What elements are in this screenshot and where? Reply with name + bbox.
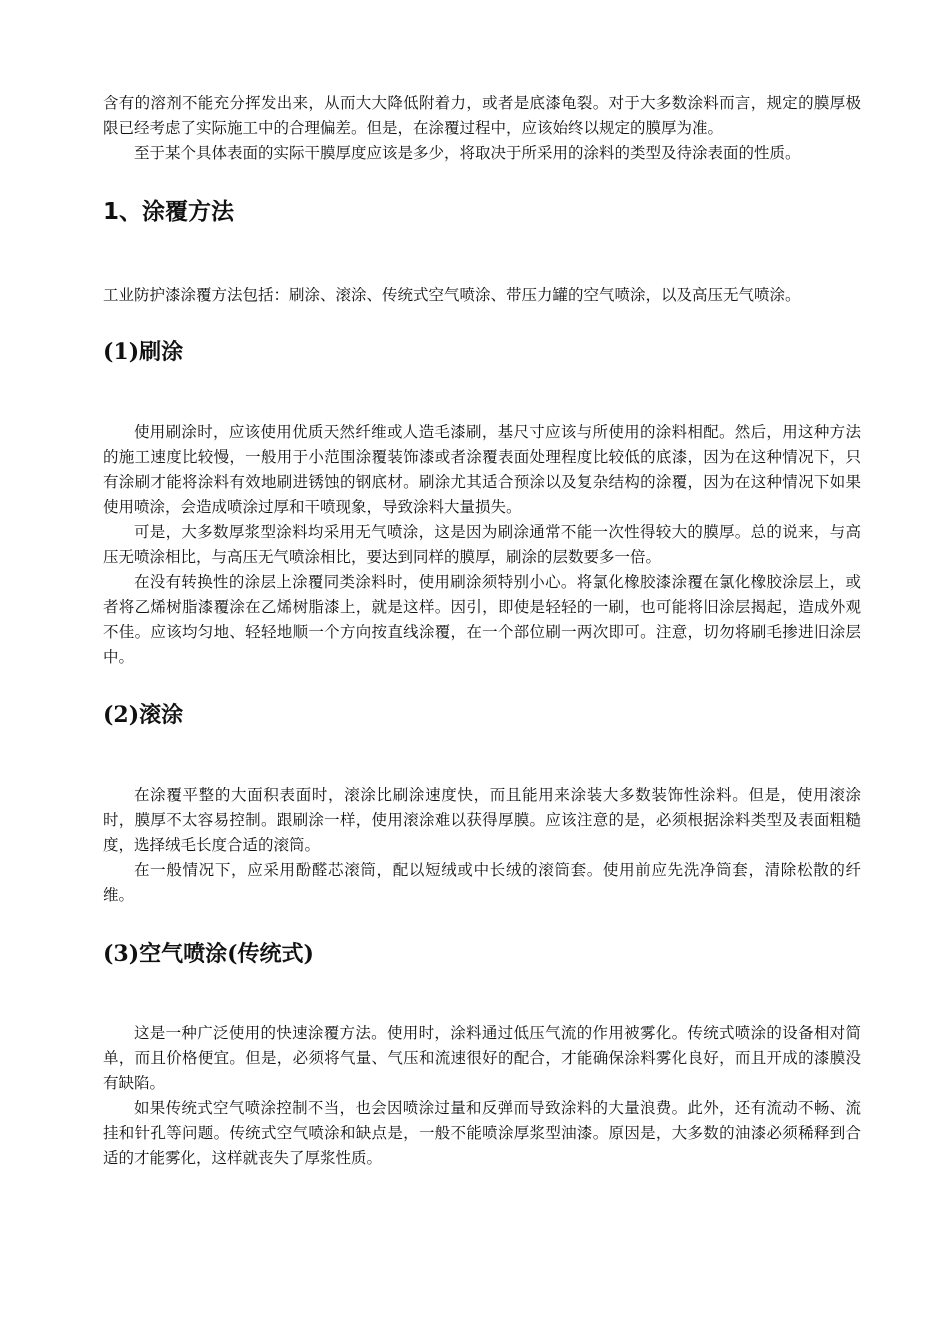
paragraph-brush-2: 可是，大多数厚浆型涂料均采用无气喷涂，这是因为刷涂通常不能一次性得较大的膜厚。总的说来，与高压无喷涂相比，与高压无气喷涂相比，要达到同样的膜厚，刷涂的层数要多一倍。 (103, 523, 861, 566)
paragraph-film-thickness: 至于某个具体表面的实际干膜厚度应该是多少，将取决于所采用的涂料的类型及待涂表面的性质。 (134, 144, 801, 162)
paragraph-air-2: 如果传统式空气喷涂控制不当，也会因喷涂过量和反弹而导致涂料的大量浪费。此外，还有流动不畅、流挂和针孔等问题。传统式空气喷涂和缺点是，一般不能喷涂厚浆型油漆。原因是，大多数的油漆必须稀释到合适的才能雾化，这样就丧失了厚浆性质。 (103, 1099, 861, 1167)
paragraph-air-1: 这是一种广泛使用的快速涂覆方法。使用时，涂料通过低压气流的作用被雾化。传统式喷涂的设备相对简单，而且价格便宜。但是，必须将气量、气压和流速很好的配合，才能确保涂料雾化良好，而且开成的漆膜没有缺陷。 (103, 1024, 861, 1092)
paragraph-methods-intro: 工业防护漆涂覆方法包括：刷涂、滚涂、传统式空气喷涂、带压力罐的空气喷涂，以及高压无气喷涂。 (103, 286, 801, 304)
subheading-brush: (1)刷涂 (103, 339, 184, 365)
subheading-air-spray: (3)空气喷涂(传统式) (103, 941, 314, 967)
paragraph-roll-1: 在涂覆平整的大面积表面时，滚涂比刷涂速度快，而且能用来涂装大多数装饰性涂料。但是，使用滚涂时，膜厚不太容易控制。跟刷涂一样，使用滚涂难以获得厚膜。应该注意的是，必须根据涂料类型及表面粗糙度，选择绒毛长度合适的滚筒。 (103, 786, 861, 854)
paragraph-brush-3: 在没有转换性的涂层上涂覆同类涂料时，使用刷涂须特别小心。将氯化橡胶漆涂覆在氯化橡胶涂层上，或者将乙烯树脂漆覆涂在乙烯树脂漆上，就是这样。因引，即使是轻轻的一刷，也可能将旧涂层揭起，造成外观不佳。应该均匀地、轻轻地顺一个方向按直线涂覆，在一个部位刷一两次即可。注意，切勿将刷毛掺进旧涂层中。 (103, 573, 861, 666)
paragraph-brush-1: 使用刷涂时，应该使用优质天然纤维或人造毛漆刷，基尺寸应该与所使用的涂料相配。然后，用这种方法的施工速度比较慢，一般用于小范围涂覆装饰漆或者涂覆表面处理程度比较低的底漆，因为在这种情况下，只有涂刷才能将涂料有效地刷进锈蚀的钢底材。刷涂尤其适合预涂以及复杂结构的涂覆，因为在这种情况下如果使用喷涂，会造成喷涂过厚和干喷现象，导致涂料大量损失。 (103, 423, 861, 516)
paragraph-roll-2: 在一般情况下，应采用酚醛芯滚筒，配以短绒或中长绒的滚筒套。使用前应先洗净筒套，清除松散的纤维。 (103, 861, 861, 904)
section-heading-coating-methods: 1、涂覆方法 (103, 199, 235, 225)
subheading-roll: (2)滚涂 (103, 702, 184, 728)
paragraph-continued: 含有的溶剂不能充分挥发出来，从而大大降低附着力，或者是底漆龟裂。对于大多数涂料而言，规定的膜厚极限已经考虑了实际施工中的合理偏差。但是，在涂覆过程中，应该始终以规定的膜厚为准。 (103, 94, 861, 137)
